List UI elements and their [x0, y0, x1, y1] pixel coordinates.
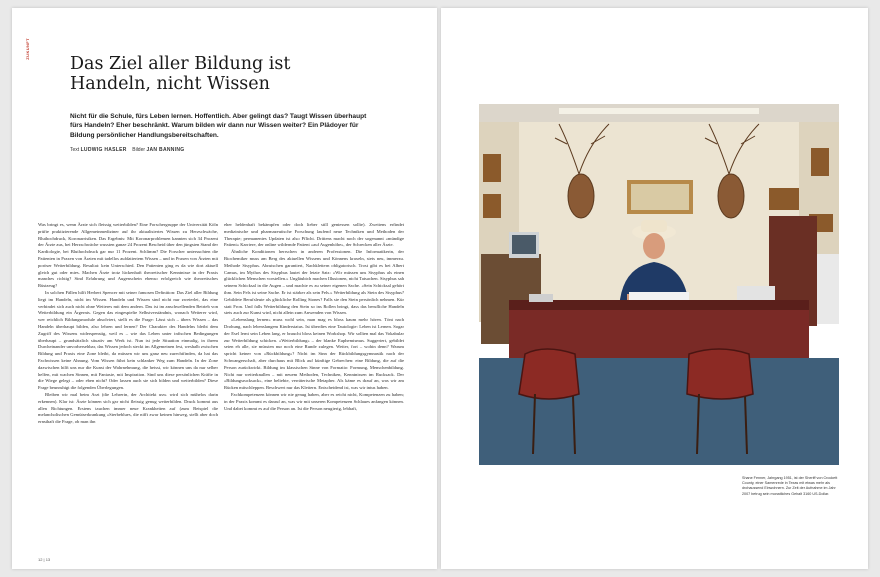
body-paragraph: «Lebenslang lernen» muss wohl sein, man mag es bloss kaum mehr hören. Tönt nach Drohung, nach lebenslangem Kinderstatus. Ist überdies eine Tautologie: Leben ist Lernen. Sogar der Esel lernt sein Leben lang, er braucht bloss keinen Workshop. Wir sollten mal das Vokabular zur Weiterbildung schicken. «Weiterbildung» – der blanke Euphemismus. Suggeriert, gebildet seien eh alle, sie müssten nur noch eine Runde zulegen. Weiter, fort – wohin denn? Warum spricht keiner von «Rückbildung»? Nicht im Sinn der Rückbildungsgymnastik nach der Schwangerschaft, aber durchaus mit Blick auf künftige Gebrechen: eine Bildung, die auf die Person zurückwirkt. Bildung im klassischen Sinne von Formatio: Formung, Menschenbildung. Nicht nur weiterknallen – mit neuem Methoden, Techniken, Kenntnissen im Rucksack. Der «Bildungsrucksack», eine beliebte, verräterische Metapher. Als käme es drauf an, was wir am Rücken mitschleppen. Beschwert nur das Klettern. Entscheidend ist, was wir intus haben. — [224, 317, 404, 391]
body-paragraph: Was bringt es, wenn Ärzte sich fleissig weiterbilden? Eine Forschergruppe der Universität Köln prüfte praktizierende Allgemeinmediziner auf ihr aktualisiertes Wissen zu Herzschwäche, Bluthochdruck, Koronarrisiken. Das Ergebnis: Mit Koronarproblemen kannten sich 34 Prozent der Ärzte aus, bei Herzschwäche wussten ganze 24 Prozent Bescheid über den jüngsten Stand der Kardiologie, bei Bluthochdruck gar nur 11 Prozent. Schlimm? Die Forscher untersuchten die Patienten in Praxen von Ärzten mit tadellos aufdatiertem Wissen – und in Praxen von Ärzten mit poröser Weiterbildung. Resultat: kein Unterschied. Den Patienten ging es da wie dort aktuell gleich gut oder mies. Machen Ärzte trotz lückenhaft theoretischer Kenntnisse in der Praxis manches richtig? Sind Erfahrung und Augenschein ebenso erfolgreich wie theoretisches Rüstzeug? — [38, 222, 218, 289]
credit-photographer: JAN BANNING — [146, 147, 185, 153]
article-credits — [70, 147, 184, 153]
credit-text-label: Text — [70, 147, 80, 153]
article-lead: Nicht für die Schule, fürs Leben lernen. Hoffentlich. Aber gelingt das? Taugt Wissen überhaupt fürs Handeln? Eher beschränkt. Warum bilden wir dann nur Wissen weiter? Ein Plädoyer für Bildung persönlicher Handlungsbereitschaften. — [70, 113, 367, 139]
body-column-2 — [224, 222, 404, 412]
credit-author: LUDWIG HASLER — [80, 147, 127, 153]
body-paragraph: eher heldenhaft bekämpfen oder doch lieber still geniessen sollte). Zweitens erfindet medizinische und pharmazeutische Forschung laufend neue Techniken und Methoden der Therapie; permanentes Updaten ist also Pflicht. Drittens macht noch der sogenannt «mündige Patient» Karriere, der online wildernde Patient «auf Augenhöhe», der Schrecken aller Ärzte. — [224, 222, 404, 248]
page-folio: 12 | 13 — [38, 557, 51, 562]
right-page — [441, 8, 868, 569]
section-kicker: ZUKUNFT — [25, 38, 30, 60]
body-paragraph: Ähnliche Konditionen herrschen in anderen Professionen. Die Informatikerin, der Biochemiker muss am Berg des aktuellen Wissens und Könnens kraxeln, stets neu, immerzu. Methode Sisyphus. Abrutschen garantiert, Nachklettern obligatorisch. Trost gibt es bei Albert Camus, im Mythos des Sisyphus lautet der letzte Satz: «Wir müssen uns Sisyphus als einen glücklichen Menschen vorstellen.» Ungläubich machen Illusionen, nicht Tatsachen. Sisyphus sah seinem Schicksal in die Augen – und machte es zu seiner eigenen Sache. «Sein Schicksal gehört ihm. Sein Fels ist seine Sache. Er ist stärker als sein Fels.» Weiterbildung als Stein des Sisyphus? Gebildete Berufsleute als glückliche Rolling Stones? Falls sie den Stein persönlich nehmen. Kür statt Fron. Und falls Weiterbildung den Stein so ins Rollen bringt, dass das berufliche Handeln stets auch zur Kunst wird, nicht allein zum Anwenden von Wissen. — [224, 249, 404, 316]
body-paragraph: Bleiben wir mal beim Arzt (die Lehrerin, der Architekt usw. wird sich mühelos darin erkennen). Klar ist: Ärzte können sich gar nicht fleissig genug weiterbilden. Druck kommt aus allen Richtungen. Erstens tauchen immer neue Krankheiten auf (zum Beispiel die melancholischen Gemütserkrankung «Sterbeblues, die nifft zwar keinen hinweg, stellt aber doch ernsthaft die Frage, ob man ihn — [38, 391, 218, 425]
sheriff-office-photo — [479, 104, 839, 465]
photo-caption: Shane Fenner, Jahrgang 1951, ist der Sheriff von Crockett County, einer Samenrede in Texas mit etwas mehr als drohaussend Einwohnern. Zur Zeit der Aufnahme im Jahr 2007 betrug sein monatliches Gehalt 3160 US-Dollar. — [742, 476, 838, 496]
article-title: Das Ziel aller Bildung ist Handeln, nicht Wissen — [70, 54, 291, 94]
body-paragraph: In solchen Fällen hilft Herbert Spencer mit seiner famosen Definition: Das Ziel aller Bildung liegt im Handeln, nicht im Wissen. Handeln und Wissen sind nicht nur zweierlei, das eine verbindet sich auch nicht ohne Weiteres mit dem andern. Das ist im anschwellenden Betrieb von Weiterbildung ein Ärgernis. Gegen das eingespielte Selbstverständnis, wonach Weiterer wird, wer reichlich Bildungsmodule absolviert, stellt es die Frage: Lässt sich – übers Wissen – das Handeln überhaupt bilden, also lehren und lernen? Der Charakter des Handelns bleibt dem Zugriff des Wissens widerspenstig, weil es – wie das Leben unter infischen Bedingungen überhaupt – grundsätzlich situativ am Werk ist. Nun ist jede Situation einmalig, in ihrem Durcheinander unvorhersehbar, das Wissen jedoch steckt im Allgemeinen fest, weshalb zwischen Bildung und Praxis eine Zone bleibt, da müssen wir uns ganz neu zurechtfinden, da hat das Fachwissen keine Ahnung. Vom Wissen führt kein schlanker Weg zum Handeln. In der Zone dazwischen hilft uns nur die Kunst der Wahrnehmung, die heisst, wir können uns da nur selber helfen, mit wachen Sinnen, mit Fantasie, mit Inspiration. Sind uns diese persönlichen Kräfte in die Wiege gelegt – oder eben nicht? Oder lassen auch sie sich bilden und weiterbilden? Diese Frage beunruhigt die folgenden Überlegungen. — [38, 289, 218, 391]
body-column-1 — [38, 222, 218, 426]
left-page — [12, 8, 437, 569]
credit-photo-label: Bilder — [132, 147, 146, 153]
body-paragraph: Fachkompetenzen können wir nie genug haben, aber es reicht nicht, Kompetenzen zu haben; in der Praxis kommt es darauf an, was wir mit unseren Kompetenzen Schlaues anfangen können. Und dabei kommt es auf die Person an. Ist die Person neugierig, lebhaft, — [224, 391, 404, 411]
